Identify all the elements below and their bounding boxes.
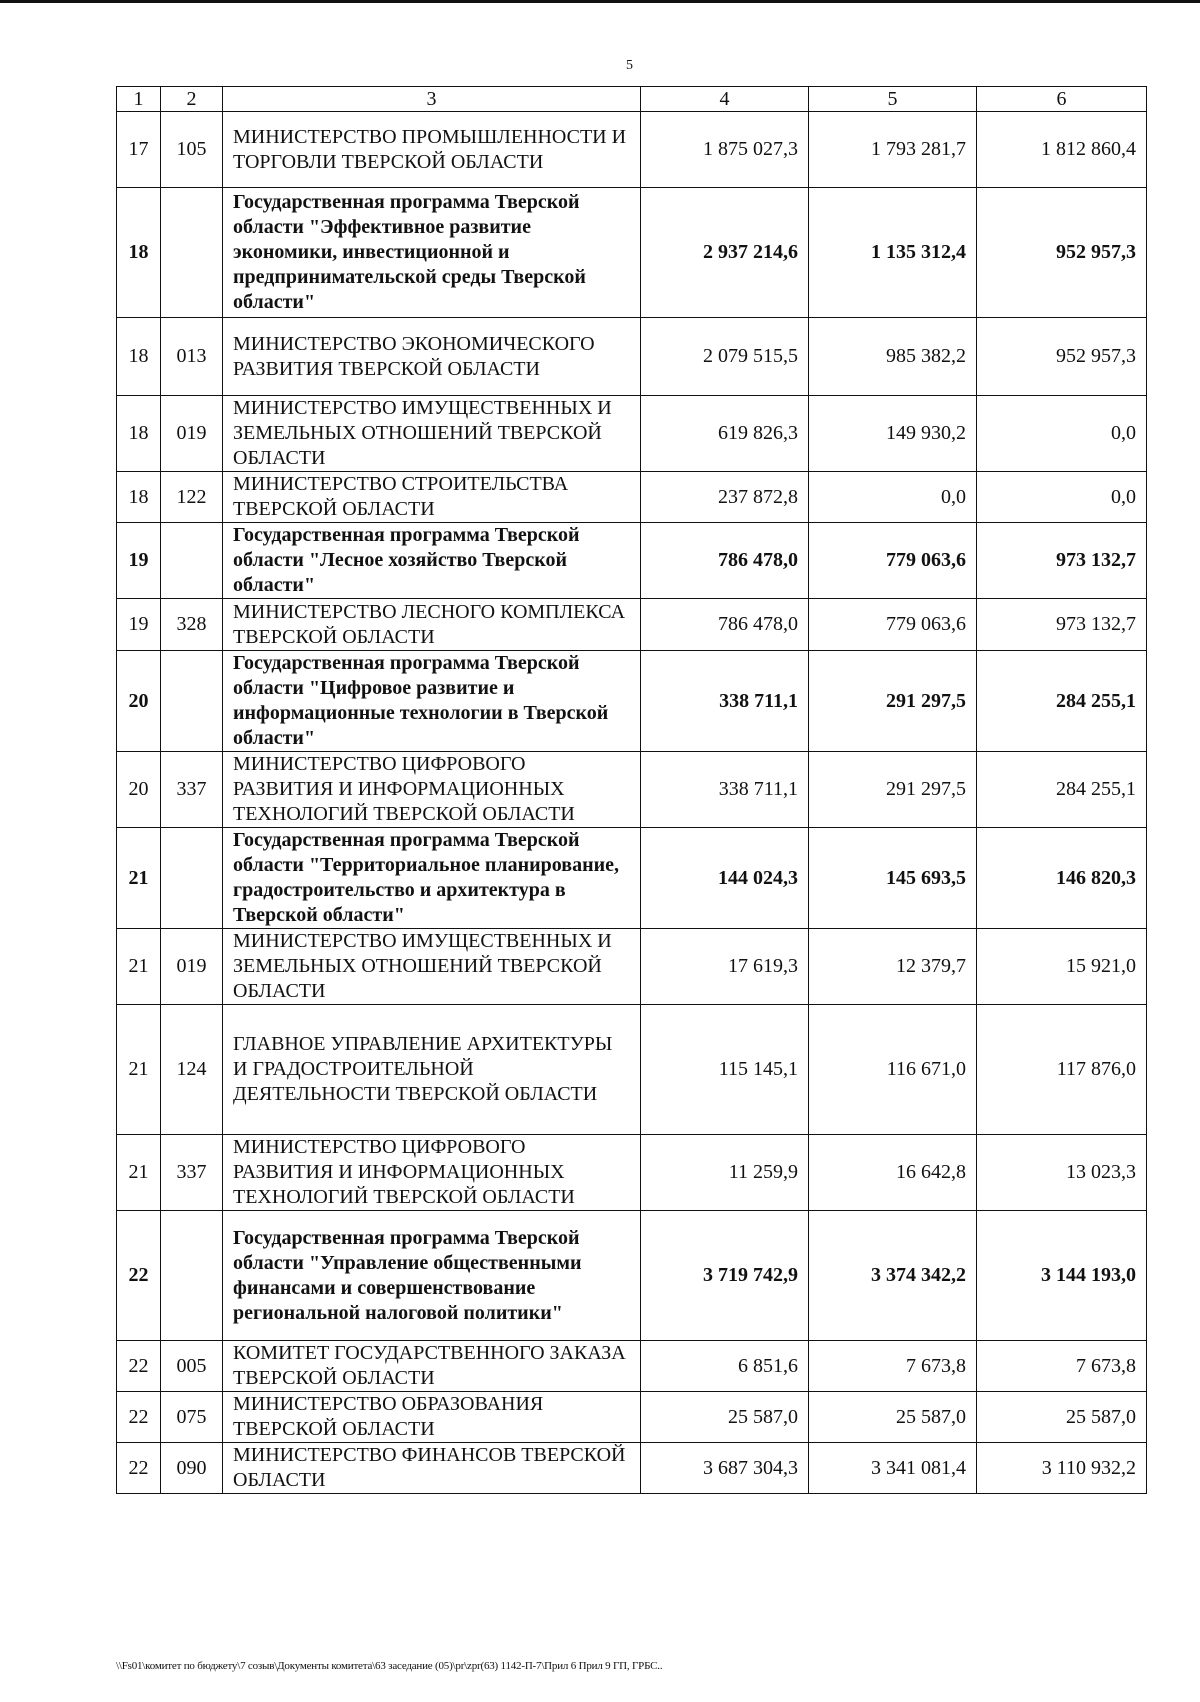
- row-number-cell: 18: [117, 188, 161, 318]
- name-cell: Государственная программа Тверской области "Цифровое развитие и информационные технологии в Тверской области": [223, 651, 641, 752]
- agency-code-cell: 337: [161, 1135, 223, 1211]
- footer-file-path: \\Fs01\комитет по бюджету\7 созыв\Документы комитета\63 заседание (05)\pr\zpr(63) 1142-П-7\Прил 6 Прил 9 ГП, ГРБС..: [116, 1660, 663, 1672]
- row-number-cell: 22: [117, 1443, 161, 1494]
- amount-col4-cell: 17 619,3: [641, 929, 809, 1005]
- name-cell: КОМИТЕТ ГОСУДАРСТВЕННОГО ЗАКАЗА ТВЕРСКОЙ ОБЛАСТИ: [223, 1341, 641, 1392]
- column-header-6: 6: [977, 87, 1147, 112]
- amount-col4-cell: 6 851,6: [641, 1341, 809, 1392]
- table-row: [117, 651, 1147, 752]
- row-number-cell: 18: [117, 396, 161, 472]
- name-cell: МИНИСТЕРСТВО ИМУЩЕСТВЕННЫХ И ЗЕМЕЛЬНЫХ ОТНОШЕНИЙ ТВЕРСКОЙ ОБЛАСТИ: [223, 396, 641, 472]
- row-number-cell: 19: [117, 523, 161, 599]
- agency-code-cell: 122: [161, 472, 223, 523]
- amount-col6-cell: 146 820,3: [977, 828, 1147, 929]
- amount-col6-cell: 952 957,3: [977, 318, 1147, 396]
- agency-code-cell: 075: [161, 1392, 223, 1443]
- agency-code-cell: [161, 523, 223, 599]
- amount-col4-cell: 25 587,0: [641, 1392, 809, 1443]
- name-cell: Государственная программа Тверской области "Управление общественными финансами и совершенствование региональной налоговой политики": [223, 1211, 641, 1341]
- amount-col6-cell: 13 023,3: [977, 1135, 1147, 1211]
- table-row: [117, 1005, 1147, 1135]
- amount-col5-cell: 25 587,0: [809, 1392, 977, 1443]
- amount-col5-cell: 3 341 081,4: [809, 1443, 977, 1494]
- amount-col5-cell: 291 297,5: [809, 752, 977, 828]
- amount-col4-cell: 3 719 742,9: [641, 1211, 809, 1341]
- name-cell: МИНИСТЕРСТВО ИМУЩЕСТВЕННЫХ И ЗЕМЕЛЬНЫХ ОТНОШЕНИЙ ТВЕРСКОЙ ОБЛАСТИ: [223, 929, 641, 1005]
- amount-col6-cell: 3 144 193,0: [977, 1211, 1147, 1341]
- table-row: [117, 752, 1147, 828]
- table-row: [117, 1341, 1147, 1392]
- amount-col6-cell: 973 132,7: [977, 599, 1147, 651]
- agency-code-cell: 013: [161, 318, 223, 396]
- name-cell: МИНИСТЕРСТВО ЭКОНОМИЧЕСКОГО РАЗВИТИЯ ТВЕРСКОЙ ОБЛАСТИ: [223, 318, 641, 396]
- table-row: [117, 828, 1147, 929]
- table-row: [117, 1443, 1147, 1494]
- name-cell: МИНИСТЕРСТВО ОБРАЗОВАНИЯ ТВЕРСКОЙ ОБЛАСТИ: [223, 1392, 641, 1443]
- name-cell: Государственная программа Тверской области "Лесное хозяйство Тверской области": [223, 523, 641, 599]
- agency-code-cell: [161, 651, 223, 752]
- amount-col6-cell: 284 255,1: [977, 752, 1147, 828]
- amount-col6-cell: 952 957,3: [977, 188, 1147, 318]
- table-row: [117, 318, 1147, 396]
- table-row: [117, 1135, 1147, 1211]
- amount-col4-cell: 338 711,1: [641, 651, 809, 752]
- amount-col6-cell: 3 110 932,2: [977, 1443, 1147, 1494]
- column-header-2: 2: [161, 87, 223, 112]
- amount-col6-cell: 1 812 860,4: [977, 112, 1147, 188]
- table-row: [117, 929, 1147, 1005]
- table-row: [117, 396, 1147, 472]
- agency-code-cell: 019: [161, 929, 223, 1005]
- row-number-cell: 22: [117, 1341, 161, 1392]
- name-cell: МИНИСТЕРСТВО ЦИФРОВОГО РАЗВИТИЯ И ИНФОРМАЦИОННЫХ ТЕХНОЛОГИЙ ТВЕРСКОЙ ОБЛАСТИ: [223, 1135, 641, 1211]
- row-number-cell: 21: [117, 1005, 161, 1135]
- agency-code-cell: 005: [161, 1341, 223, 1392]
- row-number-cell: 21: [117, 929, 161, 1005]
- name-cell: МИНИСТЕРСТВО ЦИФРОВОГО РАЗВИТИЯ И ИНФОРМАЦИОННЫХ ТЕХНОЛОГИЙ ТВЕРСКОЙ ОБЛАСТИ: [223, 752, 641, 828]
- amount-col5-cell: 149 930,2: [809, 396, 977, 472]
- row-number-cell: 22: [117, 1211, 161, 1341]
- row-number-cell: 17: [117, 112, 161, 188]
- agency-code-cell: 124: [161, 1005, 223, 1135]
- name-cell: Государственная программа Тверской области "Территориальное планирование, градостроительство и архитектура в Тверской области": [223, 828, 641, 929]
- amount-col6-cell: 15 921,0: [977, 929, 1147, 1005]
- table-row: [117, 112, 1147, 188]
- amount-col5-cell: 0,0: [809, 472, 977, 523]
- column-header-4: 4: [641, 87, 809, 112]
- agency-code-cell: 337: [161, 752, 223, 828]
- name-cell: ГЛАВНОЕ УПРАВЛЕНИЕ АРХИТЕКТУРЫ И ГРАДОСТРОИТЕЛЬНОЙ ДЕЯТЕЛЬНОСТИ ТВЕРСКОЙ ОБЛАСТИ: [223, 1005, 641, 1135]
- agency-code-cell: [161, 828, 223, 929]
- amount-col6-cell: 0,0: [977, 396, 1147, 472]
- amount-col5-cell: 291 297,5: [809, 651, 977, 752]
- name-cell: Государственная программа Тверской области "Эффективное развитие экономики, инвестиционной и предпринимательской среды Тверской области": [223, 188, 641, 318]
- table-header-row: [117, 87, 1147, 112]
- top-border-line: [0, 0, 1200, 3]
- row-number-cell: 20: [117, 651, 161, 752]
- column-header-3: 3: [223, 87, 641, 112]
- amount-col4-cell: 144 024,3: [641, 828, 809, 929]
- table-row: [117, 472, 1147, 523]
- row-number-cell: 20: [117, 752, 161, 828]
- amount-col4-cell: 786 478,0: [641, 523, 809, 599]
- amount-col4-cell: 619 826,3: [641, 396, 809, 472]
- row-number-cell: 21: [117, 828, 161, 929]
- amount-col5-cell: 7 673,8: [809, 1341, 977, 1392]
- amount-col5-cell: 779 063,6: [809, 523, 977, 599]
- name-cell: МИНИСТЕРСТВО ЛЕСНОГО КОМПЛЕКСА ТВЕРСКОЙ ОБЛАСТИ: [223, 599, 641, 651]
- table-row: [117, 1211, 1147, 1341]
- amount-col5-cell: 12 379,7: [809, 929, 977, 1005]
- budget-table: [116, 86, 1147, 1494]
- column-header-5: 5: [809, 87, 977, 112]
- amount-col5-cell: 1 793 281,7: [809, 112, 977, 188]
- amount-col4-cell: 3 687 304,3: [641, 1443, 809, 1494]
- agency-code-cell: 328: [161, 599, 223, 651]
- table-row: [117, 523, 1147, 599]
- amount-col6-cell: 0,0: [977, 472, 1147, 523]
- name-cell: МИНИСТЕРСТВО ФИНАНСОВ ТВЕРСКОЙ ОБЛАСТИ: [223, 1443, 641, 1494]
- table-row: [117, 188, 1147, 318]
- agency-code-cell: 019: [161, 396, 223, 472]
- amount-col4-cell: 2 937 214,6: [641, 188, 809, 318]
- amount-col4-cell: 115 145,1: [641, 1005, 809, 1135]
- amount-col5-cell: 116 671,0: [809, 1005, 977, 1135]
- amount-col5-cell: 3 374 342,2: [809, 1211, 977, 1341]
- amount-col5-cell: 145 693,5: [809, 828, 977, 929]
- page-number: 5: [626, 58, 633, 73]
- amount-col5-cell: 779 063,6: [809, 599, 977, 651]
- amount-col4-cell: 338 711,1: [641, 752, 809, 828]
- agency-code-cell: 105: [161, 112, 223, 188]
- amount-col6-cell: 284 255,1: [977, 651, 1147, 752]
- agency-code-cell: [161, 1211, 223, 1341]
- row-number-cell: 19: [117, 599, 161, 651]
- table-row: [117, 599, 1147, 651]
- table-body: [117, 112, 1147, 1494]
- amount-col4-cell: 1 875 027,3: [641, 112, 809, 188]
- agency-code-cell: 090: [161, 1443, 223, 1494]
- row-number-cell: 22: [117, 1392, 161, 1443]
- name-cell: МИНИСТЕРСТВО СТРОИТЕЛЬСТВА ТВЕРСКОЙ ОБЛАСТИ: [223, 472, 641, 523]
- amount-col4-cell: 2 079 515,5: [641, 318, 809, 396]
- amount-col4-cell: 786 478,0: [641, 599, 809, 651]
- row-number-cell: 21: [117, 1135, 161, 1211]
- amount-col6-cell: 117 876,0: [977, 1005, 1147, 1135]
- amount-col6-cell: 25 587,0: [977, 1392, 1147, 1443]
- amount-col6-cell: 973 132,7: [977, 523, 1147, 599]
- row-number-cell: 18: [117, 318, 161, 396]
- amount-col5-cell: 16 642,8: [809, 1135, 977, 1211]
- table-row: [117, 1392, 1147, 1443]
- column-header-1: 1: [117, 87, 161, 112]
- amount-col4-cell: 11 259,9: [641, 1135, 809, 1211]
- name-cell: МИНИСТЕРСТВО ПРОМЫШЛЕННОСТИ И ТОРГОВЛИ ТВЕРСКОЙ ОБЛАСТИ: [223, 112, 641, 188]
- amount-col4-cell: 237 872,8: [641, 472, 809, 523]
- amount-col6-cell: 7 673,8: [977, 1341, 1147, 1392]
- amount-col5-cell: 985 382,2: [809, 318, 977, 396]
- agency-code-cell: [161, 188, 223, 318]
- row-number-cell: 18: [117, 472, 161, 523]
- amount-col5-cell: 1 135 312,4: [809, 188, 977, 318]
